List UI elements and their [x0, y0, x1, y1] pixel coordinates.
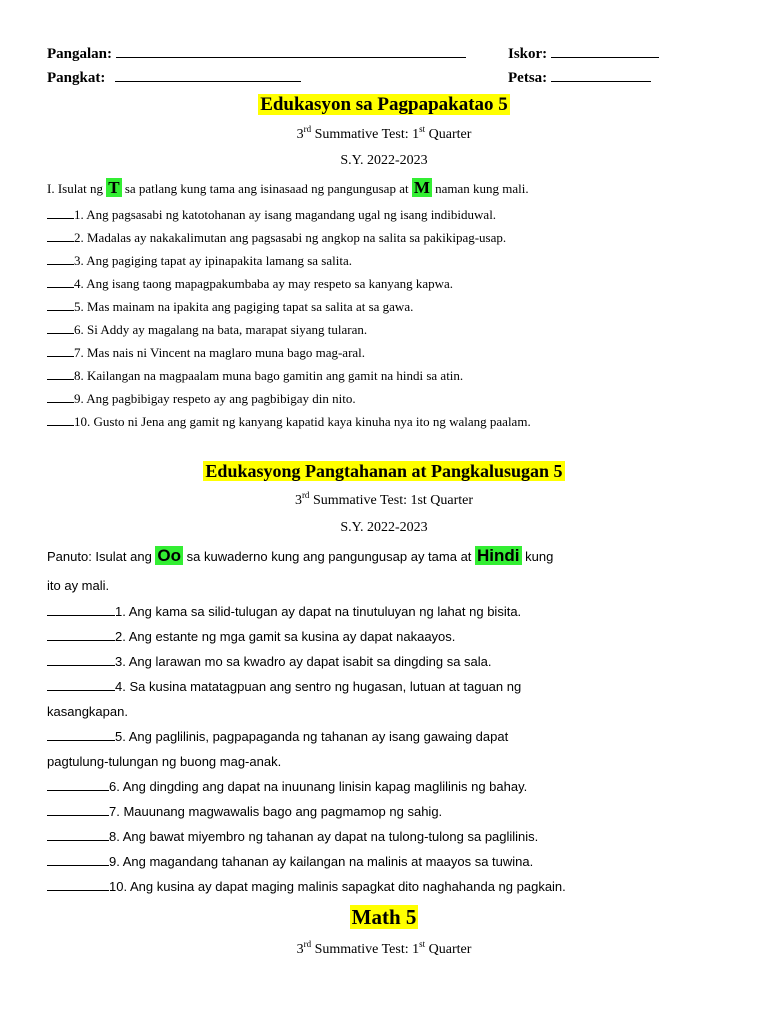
section1-test-label: 3rd Summative Test: 1st Quarter	[296, 124, 472, 142]
section1-title: Edukasyon sa Pagpapakatao 5	[260, 94, 508, 115]
section2-school-year: S.Y. 2022-2023	[340, 520, 428, 535]
section-label: Pangkat:	[47, 70, 106, 86]
list-item: 3. Ang pagiging tapat ay ipinapakita lamang sa salita.	[47, 249, 531, 272]
list-item: 4. Ang isang taong mapagpakumbaba ay may respeto sa kanyang kapwa.	[47, 272, 531, 295]
date-label: Petsa:	[508, 70, 548, 86]
list-item: 10. Ang kusina ay dapat maging malinis sapagkat dito naghahanda ng pagkain.	[47, 874, 566, 899]
answer-blank[interactable]	[47, 346, 74, 357]
answer-blank[interactable]	[47, 830, 109, 841]
list-item: 1. Ang kama sa silid-tulugan ay dapat na tinutuluyan ng lahat ng bisita.	[47, 599, 566, 624]
list-item: 7. Mauunang magwawalis bago ang pagmamop ng sahig.	[47, 799, 566, 824]
answer-blank[interactable]	[47, 605, 115, 616]
answer-blank[interactable]	[47, 855, 109, 866]
no-marker: Hindi	[477, 546, 520, 565]
section2-instructions: Panuto: Isulat ang Oo sa kuwaderno kung ang pangungusap ay tama at Hindi kung	[47, 546, 554, 565]
section1-school-year: S.Y. 2022-2023	[340, 153, 428, 168]
answer-blank[interactable]	[47, 231, 74, 242]
section3-test-label: 3rd Summative Test: 1st Quarter	[296, 939, 472, 957]
list-item: 7. Mas nais ni Vincent na maglaro muna bago mag-aral.	[47, 341, 531, 364]
list-item: 4. Sa kusina matatagpuan ang sentro ng hugasan, lutuan at taguan ng	[47, 674, 566, 699]
name-blank[interactable]	[116, 45, 466, 58]
name-label: Pangalan:	[47, 46, 113, 62]
answer-blank[interactable]	[47, 805, 109, 816]
list-item: 8. Ang bawat miyembro ng tahanan ay dapat na tulong-tulong sa paglilinis.	[47, 824, 566, 849]
answer-blank[interactable]	[47, 300, 74, 311]
score-field[interactable]	[508, 45, 659, 63]
list-item: 10. Gusto ni Jena ang gamit ng kanyang kapatid kaya kinuha nya ito ng walang paalam.	[47, 410, 531, 433]
answer-blank[interactable]	[47, 780, 109, 791]
yes-marker: Oo	[157, 546, 182, 565]
answer-blank[interactable]	[47, 254, 74, 265]
list-item: 6. Ang dingding ang dapat na inuunang linisin kapag maglilinis ng bahay.	[47, 774, 566, 799]
list-item: 8. Kailangan na magpaalam muna bago gamitin ang gamit na hindi sa atin.	[47, 364, 531, 387]
answer-blank[interactable]	[47, 369, 74, 380]
section2-title: Edukasyong Pangtahanan at Pangkalusugan 5	[205, 461, 563, 481]
answer-blank[interactable]	[47, 630, 115, 641]
answer-blank[interactable]	[47, 392, 74, 403]
list-item-continuation: kasangkapan.	[47, 704, 128, 719]
answer-blank[interactable]	[47, 730, 115, 741]
section2-instructions-cont: ito ay mali.	[47, 578, 110, 593]
score-blank[interactable]	[551, 45, 659, 58]
list-item: 2. Ang estante ng mga gamit sa kusina ay dapat nakaayos.	[47, 624, 566, 649]
answer-blank[interactable]	[47, 208, 74, 219]
list-item: 1. Ang pagsasabi ng katotohanan ay isang magandang ugal ng isang indibiduwal.	[47, 203, 531, 226]
list-item: 5. Ang paglilinis, pagpapaganda ng tahanan ay isang gawaing dapat	[47, 724, 566, 749]
true-marker: T	[108, 178, 120, 197]
section2-question-list	[47, 599, 566, 899]
list-item: 6. Si Addy ay magalang na bata, marapat siyang tularan.	[47, 318, 531, 341]
name-field[interactable]	[47, 45, 466, 63]
list-item-continuation: pagtulung-tulungan ng buong mag-anak.	[47, 754, 282, 769]
answer-blank[interactable]	[47, 655, 115, 666]
date-blank[interactable]	[551, 69, 651, 82]
answer-blank[interactable]	[47, 680, 115, 691]
list-item: 9. Ang magandang tahanan ay kailangan na malinis at maayos sa tuwina.	[47, 849, 566, 874]
answer-blank[interactable]	[47, 880, 109, 891]
score-label: Iskor:	[508, 46, 548, 62]
section-blank[interactable]	[115, 69, 301, 82]
false-marker: M	[413, 178, 430, 197]
section1-question-list	[47, 203, 531, 433]
answer-blank[interactable]	[47, 415, 74, 426]
list-item: 9. Ang pagbibigay respeto ay ang pagbibigay din nito.	[47, 387, 531, 410]
section2-test-label: 3rd Summative Test: 1st Quarter	[294, 490, 474, 508]
date-field[interactable]	[508, 69, 651, 87]
section1-instructions: I. Isulat ng T sa patlang kung tama ang isinasaad ng pangungusap at M naman kung mali.	[47, 178, 529, 197]
section3-title: Math 5	[351, 905, 417, 929]
section-field[interactable]	[47, 69, 301, 87]
list-item: 3. Ang larawan mo sa kwadro ay dapat isabit sa dingding sa sala.	[47, 649, 566, 674]
answer-blank[interactable]	[47, 277, 74, 288]
list-item: 2. Madalas ay nakakalimutan ang pagsasabi ng angkop na salita sa pakikipag-usap.	[47, 226, 531, 249]
list-item: 5. Mas mainam na ipakita ang pagiging tapat sa salita at sa gawa.	[47, 295, 531, 318]
answer-blank[interactable]	[47, 323, 74, 334]
